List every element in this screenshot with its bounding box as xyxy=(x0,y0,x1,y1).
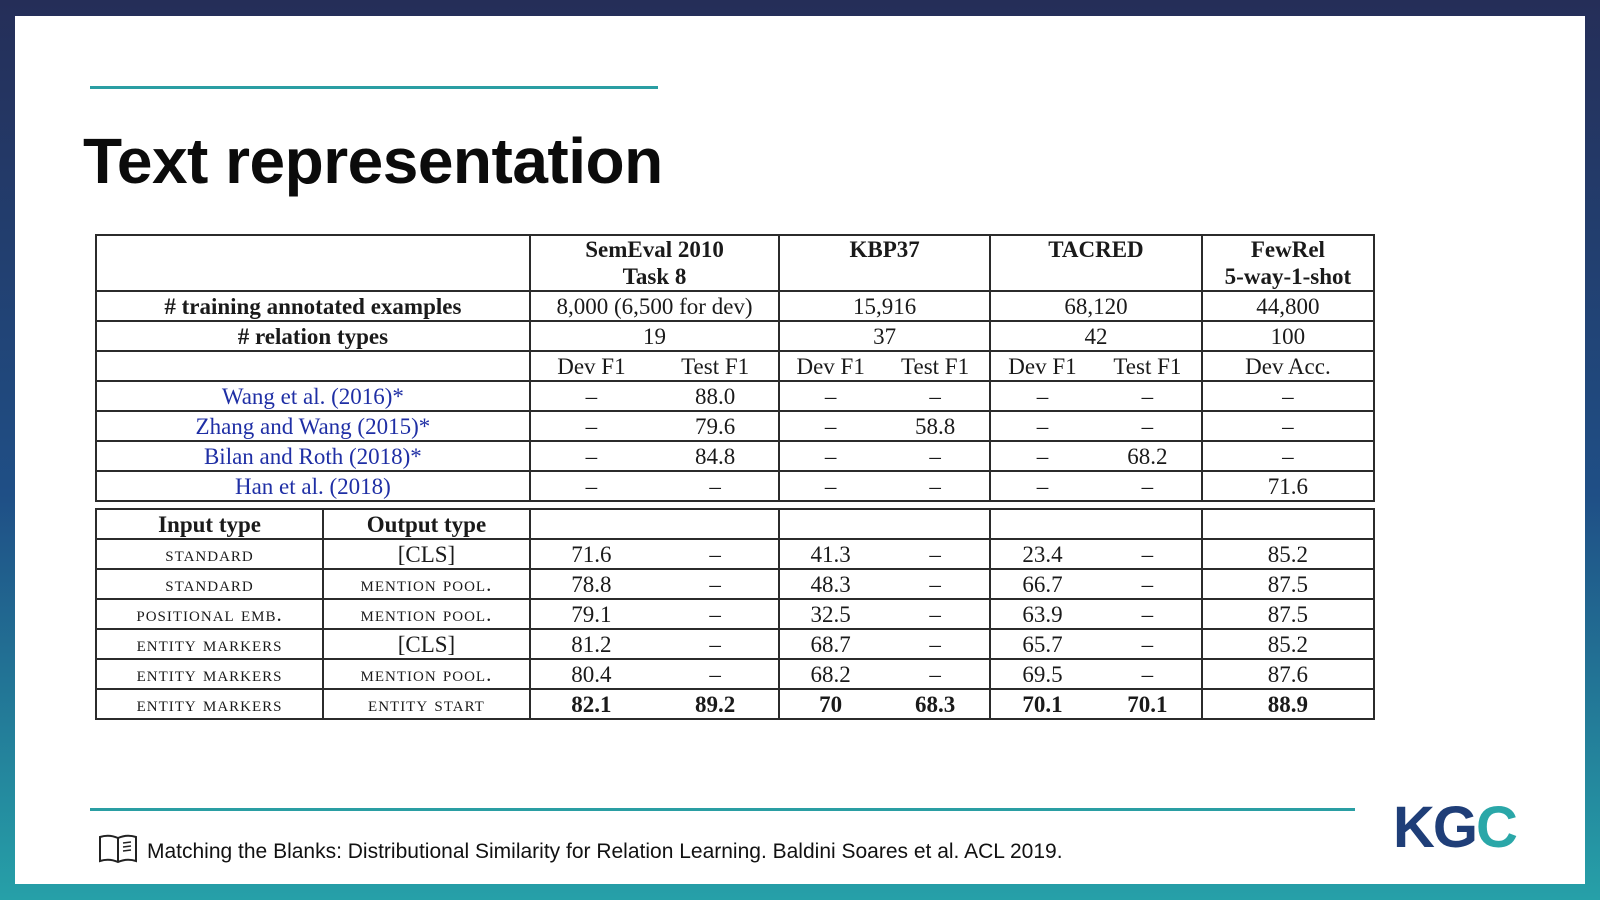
result-cell: 82.1 xyxy=(530,689,652,719)
result-cell: 85.2 xyxy=(1202,539,1374,569)
result-cell: 66.7 xyxy=(990,569,1094,599)
metric-header: Test F1 xyxy=(1094,351,1202,381)
dataset-header-row xyxy=(96,235,1374,291)
gap-cell xyxy=(96,501,1374,509)
input-type: entity markers xyxy=(96,689,323,719)
bottom-accent-rule xyxy=(90,808,1355,811)
result-cell: – xyxy=(1094,471,1202,501)
metric-header: Test F1 xyxy=(881,351,990,381)
citation-link: Zhang and Wang (2015)* xyxy=(96,411,530,441)
result-cell: 87.5 xyxy=(1202,599,1374,629)
dataset-name-line: Task 8 xyxy=(622,264,687,289)
training-count: 15,916 xyxy=(779,291,990,321)
result-cell: – xyxy=(1094,539,1202,569)
result-cell: 68.7 xyxy=(779,629,881,659)
result-cell: – xyxy=(530,441,652,471)
prior-work-row xyxy=(96,471,1374,501)
footer-reference-text: Matching the Blanks: Distributional Similarity for Relation Learning. Baldini Soares et al. ACL 2019. xyxy=(147,839,1063,863)
result-cell: – xyxy=(652,569,779,599)
variant-row xyxy=(96,599,1374,629)
logo-letter-g: G xyxy=(1432,795,1477,860)
result-cell: 80.4 xyxy=(530,659,652,689)
prior-work-row xyxy=(96,411,1374,441)
result-cell: – xyxy=(1094,411,1202,441)
relation-types-row xyxy=(96,321,1374,351)
result-cell: – xyxy=(990,441,1094,471)
result-cell: – xyxy=(881,539,990,569)
relation-count: 42 xyxy=(990,321,1202,351)
output-type: mention pool. xyxy=(323,599,530,629)
empty-cell xyxy=(1202,509,1374,539)
dataset-header xyxy=(779,235,990,291)
dataset-name-line: FewRel xyxy=(1250,237,1325,262)
empty-cell xyxy=(779,509,990,539)
logo-letter-c: C xyxy=(1476,795,1516,860)
dataset-name-line: 5-way-1-shot xyxy=(1224,264,1352,289)
training-count: 68,120 xyxy=(990,291,1202,321)
result-cell: – xyxy=(990,381,1094,411)
input-type: entity markers xyxy=(96,629,323,659)
result-cell: 58.8 xyxy=(881,411,990,441)
result-cell: – xyxy=(990,471,1094,501)
slide-title: Text representation xyxy=(83,125,663,197)
result-cell: – xyxy=(1202,411,1374,441)
dataset-name-line: TACRED xyxy=(1048,237,1144,262)
result-cell: – xyxy=(1202,441,1374,471)
result-cell: – xyxy=(881,471,990,501)
result-cell: – xyxy=(1094,629,1202,659)
result-cell: 70 xyxy=(779,689,881,719)
result-cell: 71.6 xyxy=(1202,471,1374,501)
input-type: standard xyxy=(96,569,323,599)
result-cell: – xyxy=(1202,381,1374,411)
dataset-name-line: SemEval 2010 xyxy=(585,237,724,262)
result-cell: – xyxy=(881,599,990,629)
top-accent-rule xyxy=(90,86,658,89)
result-cell: – xyxy=(990,411,1094,441)
variant-row xyxy=(96,629,1374,659)
output-type: mention pool. xyxy=(323,659,530,689)
output-type: mention pool. xyxy=(323,569,530,599)
result-cell: 63.9 xyxy=(990,599,1094,629)
empty-header-cell xyxy=(96,235,530,291)
variant-row xyxy=(96,539,1374,569)
results-table-container xyxy=(95,234,1375,720)
result-cell: – xyxy=(652,659,779,689)
result-cell: 87.6 xyxy=(1202,659,1374,689)
row-label: # training annotated examples xyxy=(96,291,530,321)
result-cell: 78.8 xyxy=(530,569,652,599)
result-cell: 88.0 xyxy=(652,381,779,411)
relation-count: 37 xyxy=(779,321,990,351)
variant-row xyxy=(96,659,1374,689)
result-cell: – xyxy=(881,381,990,411)
result-cell: – xyxy=(881,629,990,659)
metrics-row xyxy=(96,351,1374,381)
input-type: standard xyxy=(96,539,323,569)
prior-work-row xyxy=(96,381,1374,411)
result-cell: – xyxy=(779,381,881,411)
result-cell: – xyxy=(1094,569,1202,599)
variant-row xyxy=(96,569,1374,599)
result-cell: 23.4 xyxy=(990,539,1094,569)
citation-link: Wang et al. (2016)* xyxy=(96,381,530,411)
output-type: [CLS] xyxy=(323,629,530,659)
output-type: [CLS] xyxy=(323,539,530,569)
result-cell: 68.2 xyxy=(779,659,881,689)
input-type-header: Input type xyxy=(96,509,323,539)
result-cell: – xyxy=(779,441,881,471)
dataset-header xyxy=(990,235,1202,291)
input-type: positional emb. xyxy=(96,599,323,629)
result-cell: – xyxy=(652,539,779,569)
output-type: entity start xyxy=(323,689,530,719)
footer-citation xyxy=(97,832,1063,871)
result-cell: 48.3 xyxy=(779,569,881,599)
results-table xyxy=(95,234,1375,720)
result-cell: 79.6 xyxy=(652,411,779,441)
result-cell: 65.7 xyxy=(990,629,1094,659)
section-gap xyxy=(96,501,1374,509)
result-cell: – xyxy=(881,441,990,471)
result-cell: 87.5 xyxy=(1202,569,1374,599)
result-cell: – xyxy=(652,629,779,659)
relation-count: 19 xyxy=(530,321,779,351)
result-cell: 84.8 xyxy=(652,441,779,471)
dataset-name-line: KBP37 xyxy=(849,237,920,262)
result-cell: 81.2 xyxy=(530,629,652,659)
result-cell: – xyxy=(1094,381,1202,411)
citation-link: Han et al. (2018) xyxy=(96,471,530,501)
result-cell: 70.1 xyxy=(990,689,1094,719)
result-cell: – xyxy=(1094,659,1202,689)
result-cell: – xyxy=(652,471,779,501)
citation-link: Bilan and Roth (2018)* xyxy=(96,441,530,471)
metric-header: Dev Acc. xyxy=(1202,351,1374,381)
relation-count: 100 xyxy=(1202,321,1374,351)
result-cell: 32.5 xyxy=(779,599,881,629)
result-cell: – xyxy=(530,381,652,411)
result-cell: 85.2 xyxy=(1202,629,1374,659)
logo-letter-k: K xyxy=(1393,795,1433,860)
metric-header: Dev F1 xyxy=(990,351,1094,381)
book-icon xyxy=(97,832,139,871)
metric-header: Test F1 xyxy=(652,351,779,381)
kgc-logo xyxy=(1393,794,1516,861)
result-cell: – xyxy=(530,411,652,441)
variant-row xyxy=(96,689,1374,719)
result-cell: – xyxy=(881,569,990,599)
result-cell: 41.3 xyxy=(779,539,881,569)
empty-cell xyxy=(530,509,779,539)
result-cell: 88.9 xyxy=(1202,689,1374,719)
training-count: 8,000 (6,500 for dev) xyxy=(530,291,779,321)
result-cell: – xyxy=(1094,599,1202,629)
result-cell: – xyxy=(652,599,779,629)
input-type: entity markers xyxy=(96,659,323,689)
result-cell: – xyxy=(779,411,881,441)
slide xyxy=(15,16,1585,884)
output-type-header: Output type xyxy=(323,509,530,539)
result-cell: 68.3 xyxy=(881,689,990,719)
result-cell: 89.2 xyxy=(652,689,779,719)
training-examples-row xyxy=(96,291,1374,321)
metric-header: Dev F1 xyxy=(779,351,881,381)
variant-header-row xyxy=(96,509,1374,539)
dataset-header xyxy=(530,235,779,291)
metric-header: Dev F1 xyxy=(530,351,652,381)
empty-cell xyxy=(990,509,1202,539)
result-cell: – xyxy=(779,471,881,501)
dataset-header xyxy=(1202,235,1374,291)
result-cell: 79.1 xyxy=(530,599,652,629)
result-cell: – xyxy=(881,659,990,689)
result-cell: 71.6 xyxy=(530,539,652,569)
training-count: 44,800 xyxy=(1202,291,1374,321)
prior-work-row xyxy=(96,441,1374,471)
result-cell: 70.1 xyxy=(1094,689,1202,719)
result-cell: 69.5 xyxy=(990,659,1094,689)
result-cell: – xyxy=(530,471,652,501)
row-label: # relation types xyxy=(96,321,530,351)
result-cell: 68.2 xyxy=(1094,441,1202,471)
empty-metric-label xyxy=(96,351,530,381)
